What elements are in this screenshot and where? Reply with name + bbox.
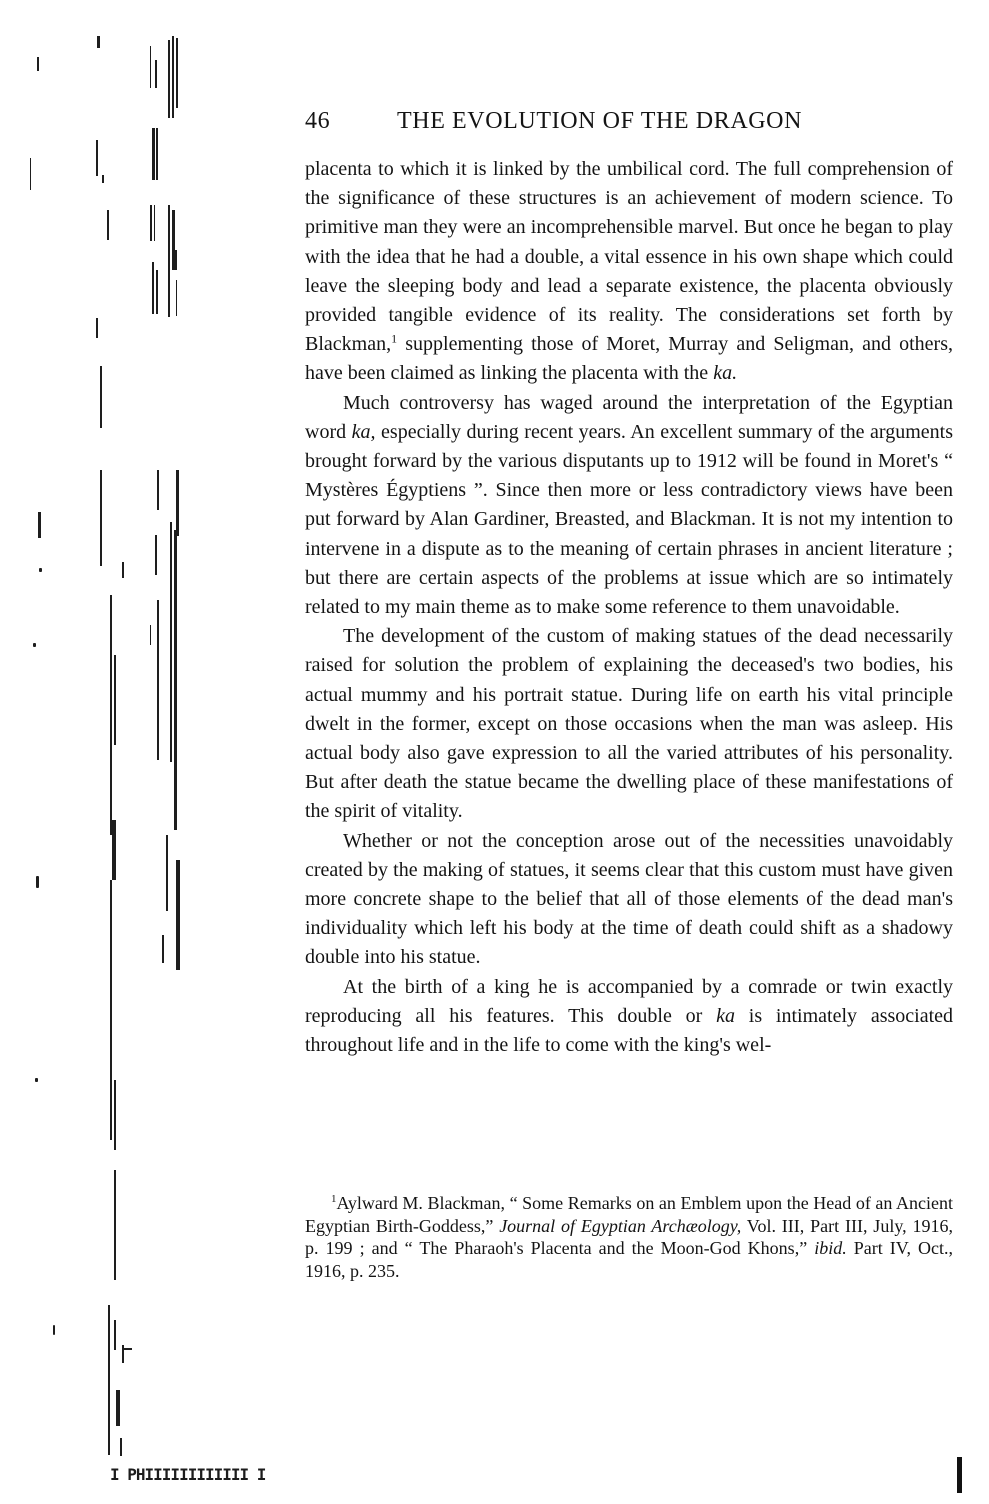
paragraph: Much controversy has waged around the interpretation of the Egyptian word ka, especially during recent years. An excellent summary of the arguments brought forward by the various disputants up to 1912 will be found in Moret's “ Mystères Égyptiens ”. Since then more or less contradictory views have been put forward by Alan Gardiner, Breasted, and Blackman. It is not my intention to intervene in a dispute as to the meaning of certain phrases in ancient literature ; but there are certain aspects of the problems at issue which are so intimately related to my main theme as to make some reference to them unavoidable. — [305, 391, 954, 619]
paragraph: placenta to which it is linked by the umbilical cord. The full comprehension of the significance of these structures is an achievement of modern science. To primitive man they were an incomprehensible marvel. But once he began to play with the idea that he had a double, a vital essence in his own shape which could leave the sleeping body and lead a separate existence, the placenta obviously provided tangible evidence of its reality. The considerations set forth by Blackman,$^1$ supplementing those of Moret, Murray and Seligman, and others, have been claimed as linking the placenta with the ka. — [305, 158, 953, 385]
scan-edge-strip: I PHIIIIIIIIIIII I — [110, 1465, 266, 1484]
scan-edge-bar — [957, 1457, 962, 1493]
footnote-reference: 1 — [391, 331, 398, 346]
running-title: THE EVOLUTION OF THE DRAGON — [397, 108, 803, 134]
paragraph: At the birth of a king he is accompanied by a comrade or twin exactly reproducing all his features. This double or ka is intimately associated throughout life and in the life to come with the king's wel- — [305, 975, 954, 1057]
paragraph: The development of the custom of making statues of the dead necessarily raised for solution the problem of explaining the deceased's two bodies, his actual mummy and his portrait statue. During life on earth his vital principle dwelt in the former, except on those occasions when the man was asleep. His actual body also gave expression to all the varied attributes of his personality. But after death the statue became the dwelling place of these manifestations of the spirit of vitality. — [305, 625, 953, 823]
binding-gutter-marks — [0, 0, 200, 1504]
footnote-marker: 1 — [331, 1193, 337, 1205]
journal-title: Journal of Egyptian Archæology, — [499, 1215, 742, 1236]
page-number: 46 — [305, 108, 331, 134]
footnote: $^1$Aylward M. Blackman, “ Some Remarks on an Emblem upon the Head of an Ancient Egyptian Birth-Goddess,” Journal of Egyptian Archæology, Vol. III, Part III, July, 1916, p. 199 ; and “ The Pharaoh's Placenta and the Moon-God Khons,” ibid. Part IV, Oct., 1916, p. 235. — [305, 1193, 953, 1281]
running-header — [305, 108, 875, 142]
body-text — [305, 155, 953, 1060]
paragraph: Whether or not the conception arose out of the necessities unavoidably created by the making of statues, it seems clear that this custom must have given more concrete shape to the belief that all of those elements of the dead man's individuality which left his body at the time of death could shift as a shadowy double into his statue. — [305, 829, 953, 969]
